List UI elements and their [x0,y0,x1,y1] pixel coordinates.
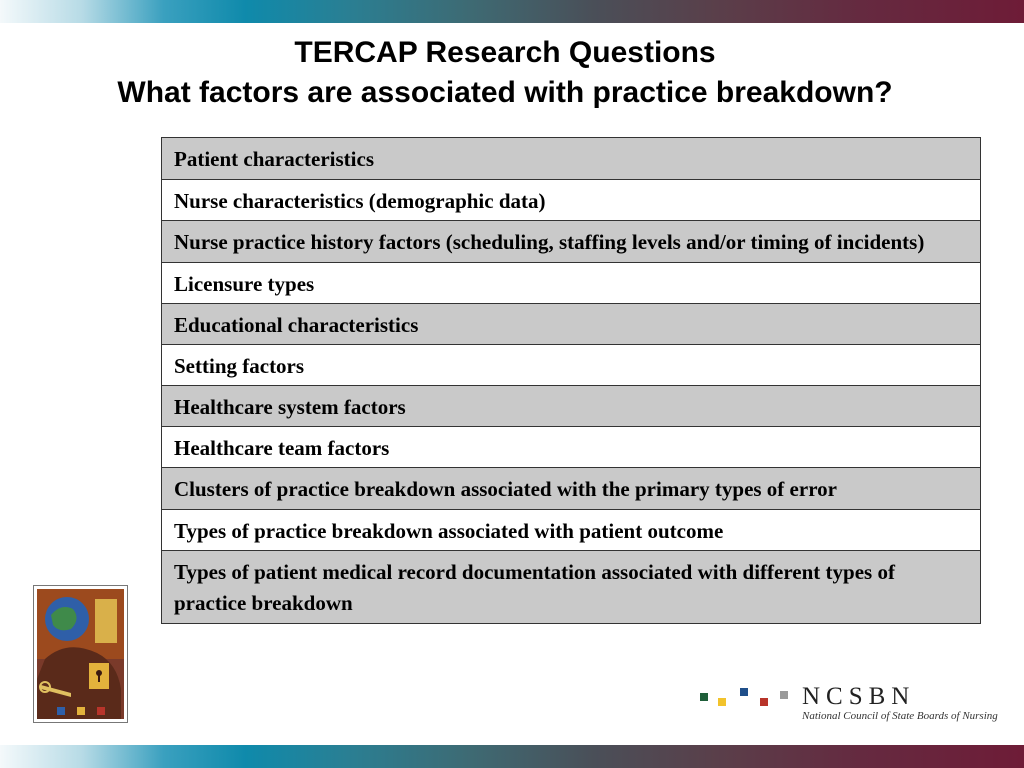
slide-title [0,33,1010,113]
ncsbn-logo-squares [700,688,800,710]
table-row: Healthcare system factors [162,386,980,427]
table-row: Patient characteristics [162,138,980,180]
logo-square-blue [740,688,748,696]
title-line-2: What factors are associated with practice breakdown? [117,76,893,109]
research-questions-table [161,137,981,624]
title-line-1: TERCAP Research Questions [294,36,716,69]
table-row: Types of practice breakdown associated with patient outcome [162,510,980,551]
logo-square-yellow [718,698,726,706]
logo-square-red [760,698,768,706]
table-row: Nurse characteristics (demographic data) [162,180,980,221]
ncsbn-logo-text: NCSBN [802,683,916,710]
table-row: Educational characteristics [162,304,980,345]
ncsbn-logo-subtitle: National Council of State Boards of Nursing [802,710,998,722]
table-row: Clusters of practice breakdown associated with the primary types of error [162,468,980,510]
artwork-illustration [37,589,124,719]
bottom-gradient-bar [0,745,1024,768]
top-gradient-bar [0,0,1024,23]
table-row: Licensure types [162,263,980,304]
logo-square-green [700,693,708,701]
table-row: Nurse practice history factors (scheduling, staffing levels and/or timing of incidents) [162,221,980,263]
decorative-artwork-image [33,585,128,723]
table-row: Healthcare team factors [162,427,980,468]
logo-square-gray [780,691,788,699]
table-row: Setting factors [162,345,980,386]
table-row: Types of patient medical record documentation associated with different types of practice breakdown [162,551,980,623]
